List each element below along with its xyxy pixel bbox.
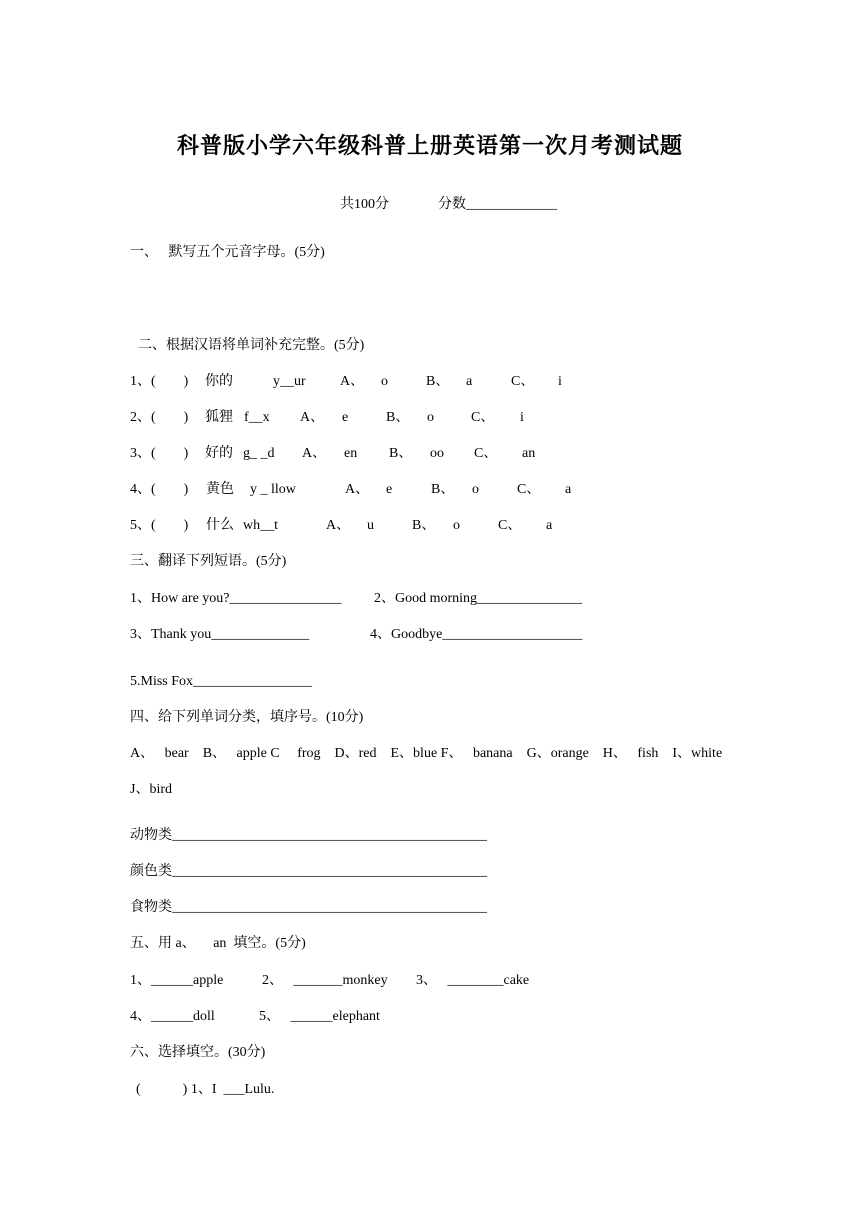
- word-list: A、 bear B、 apple C frog D、red E、blue F、 banana G、orange H、 fish I、white: [130, 746, 723, 761]
- option-value: e: [342, 410, 349, 425]
- translation-item: 3、Thank you______________: [130, 627, 310, 642]
- option-letter: C、: [511, 374, 535, 389]
- category-line: 颜色类_____________________________________________: [130, 864, 487, 879]
- option-value: e: [386, 482, 393, 497]
- option-letter: B、: [389, 446, 413, 461]
- translation-item: 4、Goodbye____________________: [370, 627, 583, 642]
- category-line: 食物类_____________________________________________: [130, 900, 487, 915]
- section-5-heading: 五、用 a、 an 填空。(5分): [130, 936, 306, 951]
- translation-item: 5.Miss Fox_________________: [130, 674, 313, 689]
- question-number: 1、( ): [130, 374, 189, 389]
- score-field: 分数_____________: [438, 197, 557, 212]
- option-value: o: [472, 482, 479, 497]
- chinese-hint: 好的: [205, 446, 233, 461]
- option-letter: B、: [431, 482, 455, 497]
- word-list: J、bird: [130, 782, 172, 797]
- total-score: 共100分: [340, 197, 389, 212]
- question-number: 4、( ): [130, 482, 189, 497]
- option-letter: A、: [302, 446, 327, 461]
- chinese-hint: 黄色: [206, 482, 234, 497]
- question-number: 3、( ): [130, 446, 189, 461]
- section-2-heading: 二、根据汉语将单词补充完整。(5分): [138, 338, 365, 353]
- incomplete-word: y _ llow: [250, 482, 296, 497]
- incomplete-word: y__ur: [273, 374, 306, 389]
- fill-item: 1、______apple: [130, 973, 224, 988]
- fill-item: 2、 _______monkey: [262, 973, 388, 988]
- incomplete-word: wh__t: [243, 518, 278, 533]
- section-3-heading: 三、翻译下列短语。(5分): [130, 554, 287, 569]
- option-letter: C、: [498, 518, 522, 533]
- section-6-heading: 六、选择填空。(30分): [130, 1045, 266, 1060]
- option-value: a: [466, 374, 473, 389]
- option-letter: B、: [412, 518, 436, 533]
- option-value: i: [558, 374, 562, 389]
- translation-item: 2、Good morning_______________: [374, 591, 583, 606]
- question-number: 5、( ): [130, 518, 189, 533]
- option-value: i: [520, 410, 524, 425]
- question-number: 2、( ): [130, 410, 189, 425]
- option-letter: C、: [471, 410, 495, 425]
- page-title: 科普版小学六年级科普上册英语第一次月考测试题: [176, 133, 683, 158]
- option-value: en: [344, 446, 358, 461]
- option-letter: C、: [517, 482, 541, 497]
- section-1-heading: 一、 默写五个元音字母。(5分): [130, 245, 325, 260]
- option-value: o: [427, 410, 434, 425]
- chinese-hint: 你的: [205, 374, 233, 389]
- option-letter: A、: [300, 410, 325, 425]
- option-letter: A、: [326, 518, 351, 533]
- section-4-heading: 四、给下列单词分类，填序号。(10分): [130, 710, 364, 725]
- choice-question: ( ) 1、I ___Lulu.: [136, 1082, 275, 1097]
- option-letter: A、: [345, 482, 370, 497]
- option-letter: B、: [426, 374, 450, 389]
- incomplete-word: g_ _d: [243, 446, 275, 461]
- chinese-hint: 什么: [206, 518, 234, 533]
- option-value: o: [453, 518, 460, 533]
- option-value: a: [565, 482, 572, 497]
- fill-item: 4、______doll: [130, 1009, 215, 1024]
- option-letter: C、: [474, 446, 498, 461]
- translation-item: 1、How are you?________________: [130, 591, 342, 606]
- option-value: an: [522, 446, 536, 461]
- option-value: u: [367, 518, 374, 533]
- fill-item: 3、 ________cake: [416, 973, 530, 988]
- option-value: a: [546, 518, 553, 533]
- option-letter: B、: [386, 410, 410, 425]
- option-value: o: [381, 374, 388, 389]
- incomplete-word: f__x: [244, 410, 270, 425]
- chinese-hint: 狐狸: [205, 410, 233, 425]
- fill-item: 5、 ______elephant: [259, 1009, 380, 1024]
- option-value: oo: [430, 446, 444, 461]
- option-letter: A、: [340, 374, 365, 389]
- category-line: 动物类_____________________________________________: [130, 828, 487, 843]
